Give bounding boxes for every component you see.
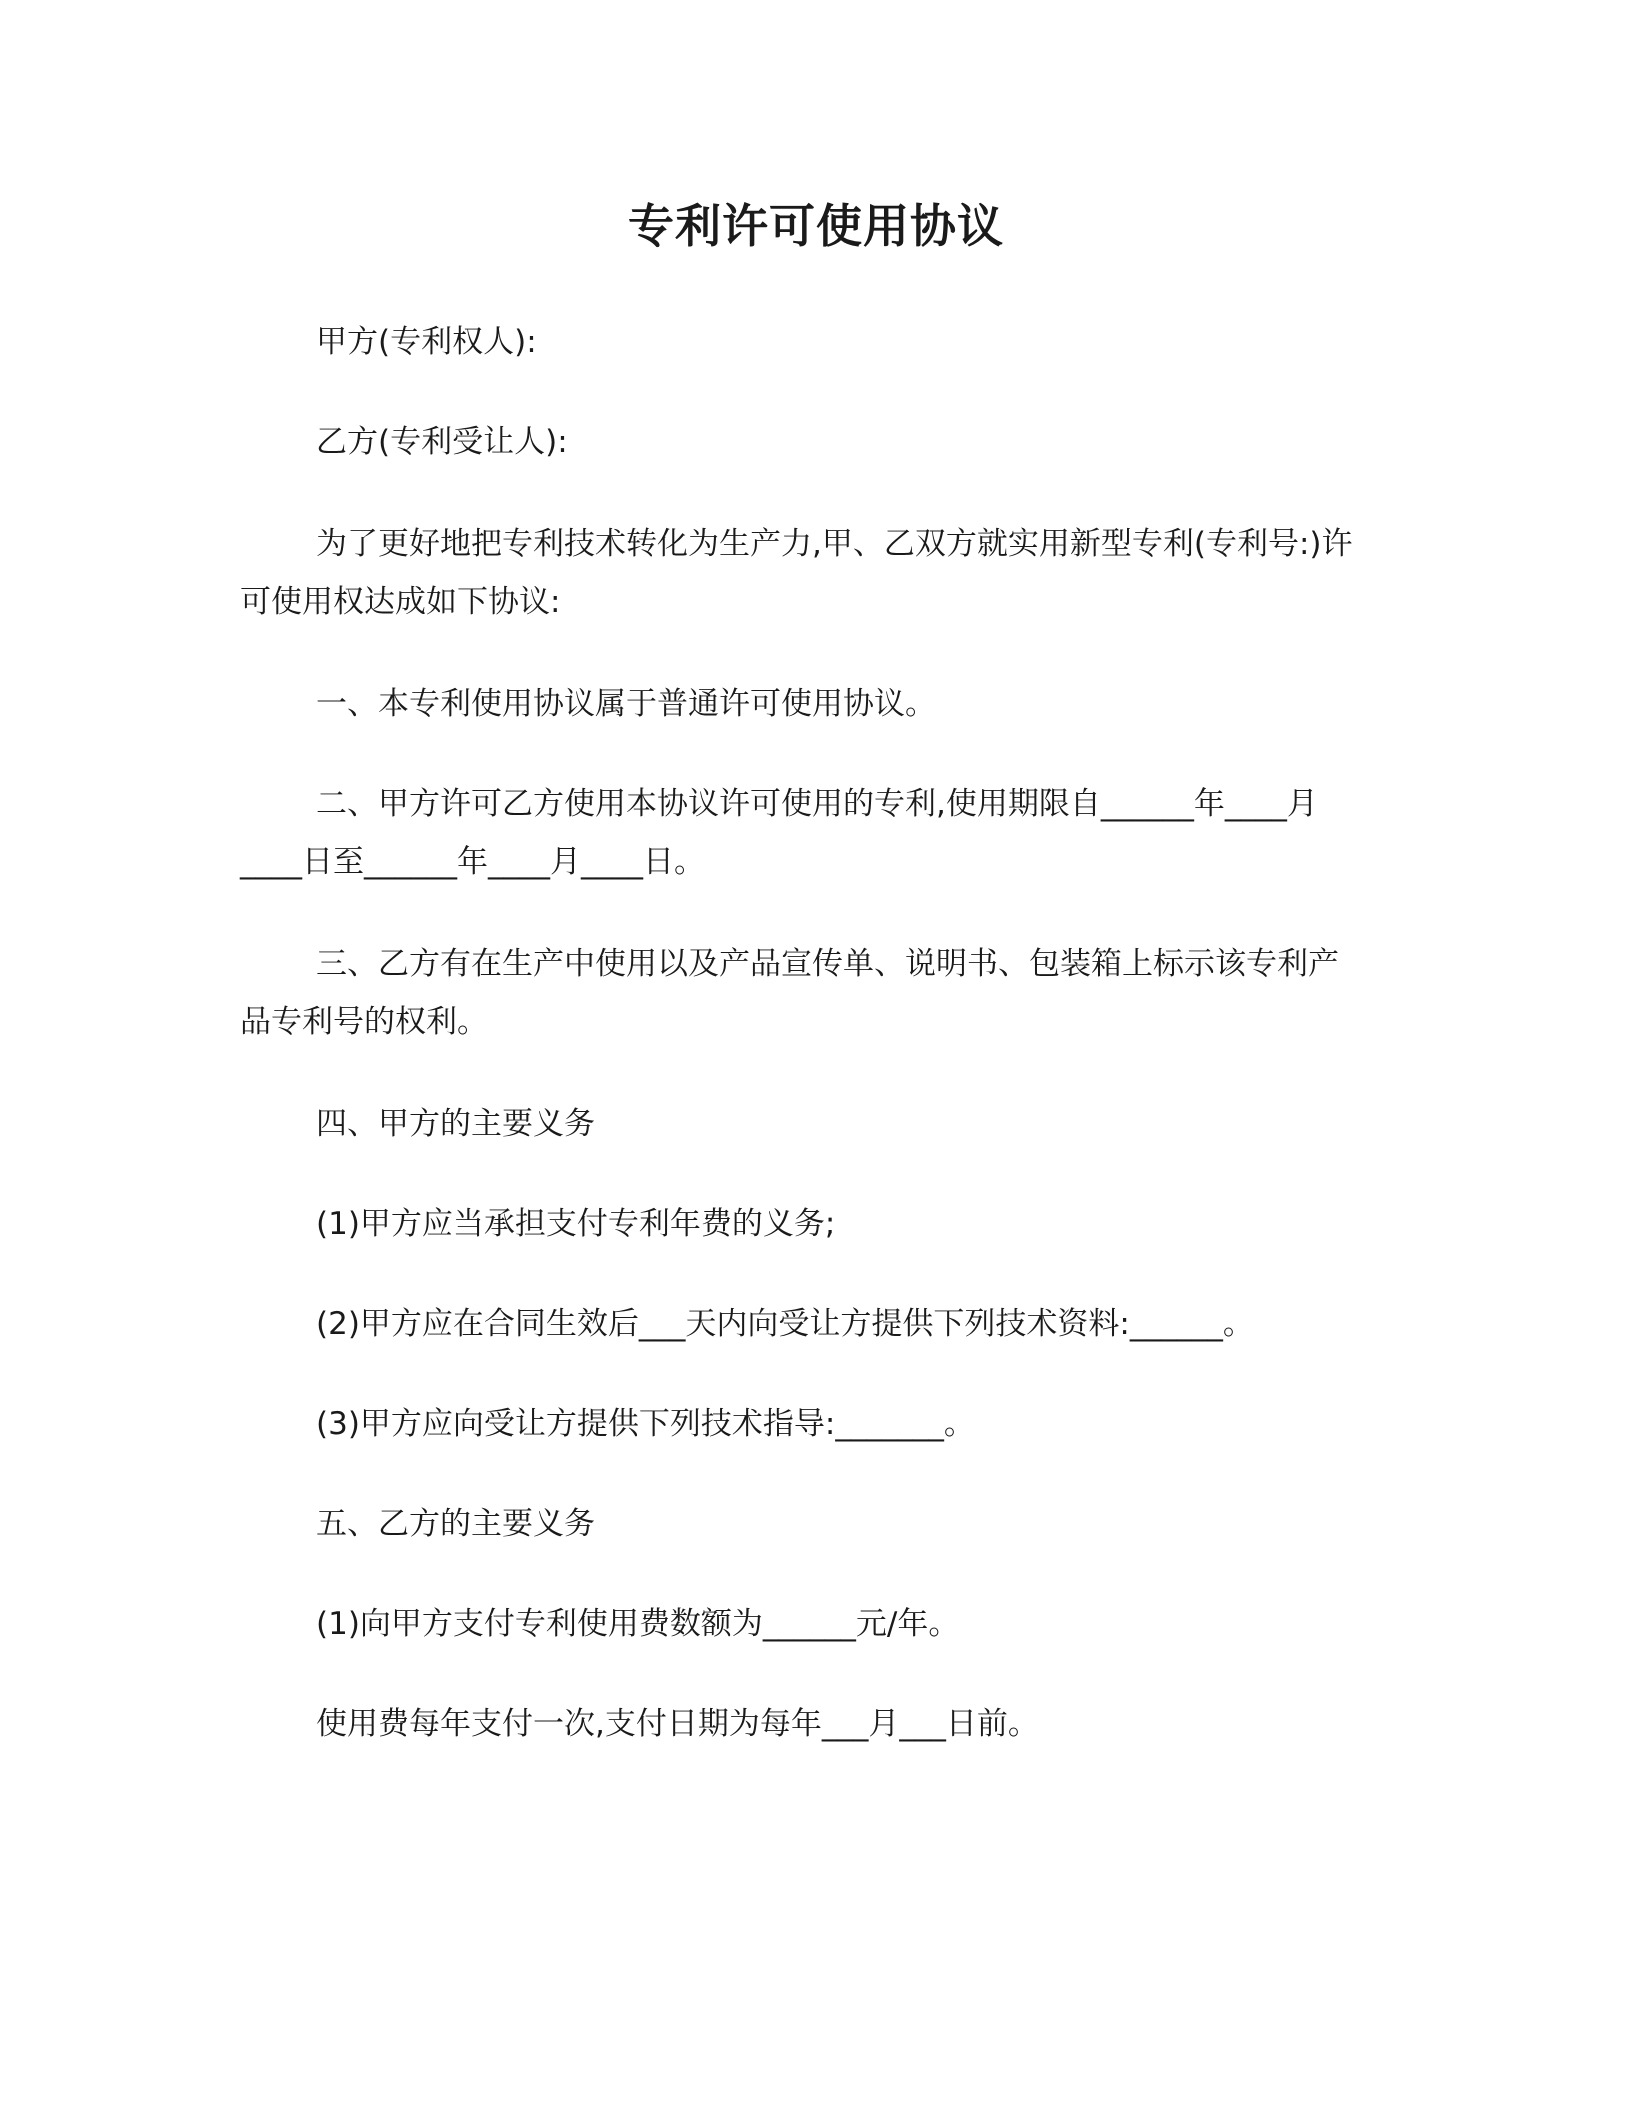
clause-4-item-3: (3)甲方应向受让方提供下列技术指导:_______。	[316, 1406, 975, 1442]
clause-3-line-2: 品专利号的权利。	[240, 1004, 488, 1040]
party-b-line: 乙方(专利受让人):	[316, 424, 568, 460]
document-title: 专利许可使用协议	[628, 199, 1004, 253]
clause-2-line-2: ____日至______年____月____日。	[240, 844, 705, 880]
preamble-line-2: 可使用权达成如下协议:	[240, 584, 561, 620]
clause-2-line-1: 二、甲方许可乙方使用本协议许可使用的专利,使用期限自______年____月	[316, 786, 1318, 822]
clause-4-heading: 四、甲方的主要义务	[316, 1106, 595, 1142]
clause-1: 一、本专利使用协议属于普通许可使用协议。	[316, 686, 936, 722]
preamble-line-1: 为了更好地把专利技术转化为生产力,甲、乙双方就实用新型专利(专利号:)许	[316, 526, 1353, 562]
clause-5-heading: 五、乙方的主要义务	[316, 1506, 595, 1542]
clause-5-item-1: (1)向甲方支付专利使用费数额为______元/年。	[316, 1606, 960, 1642]
party-a-line: 甲方(专利权人):	[316, 324, 537, 360]
clause-4-item-1: (1)甲方应当承担支付专利年费的义务;	[316, 1206, 836, 1242]
clause-4-item-2: (2)甲方应在合同生效后___天内向受让方提供下列技术资料:______。	[316, 1306, 1254, 1342]
clause-3-line-1: 三、乙方有在生产中使用以及产品宣传单、说明书、包装箱上标示该专利产	[316, 946, 1339, 982]
clause-5-payment-note: 使用费每年支付一次,支付日期为每年___月___日前。	[316, 1706, 1039, 1742]
